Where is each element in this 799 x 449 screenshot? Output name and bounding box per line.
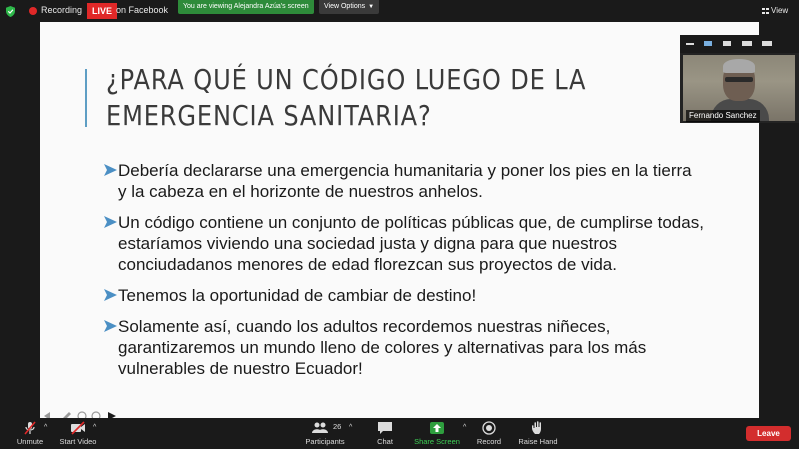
gallery-icon[interactable] (742, 41, 752, 46)
raise-hand-label: Raise Hand (518, 437, 558, 446)
record-button[interactable] (472, 418, 506, 449)
arrow-bullet-icon (104, 164, 117, 176)
top-bar (0, 0, 799, 22)
recording-label: Recording (41, 5, 83, 15)
slide-bullet-list (104, 160, 704, 389)
microphone-muted-icon (22, 421, 38, 435)
single-view-icon[interactable] (704, 41, 712, 46)
viewing-screen-banner: You are viewing Alejandra Azúa's screen (178, 0, 314, 14)
slide-title (106, 62, 588, 134)
participants-label: Participants (305, 437, 345, 446)
minimize-icon[interactable] (686, 43, 694, 45)
film-view-icon[interactable] (723, 41, 731, 46)
grid-icon (762, 8, 769, 14)
start-video-label: Start Video (59, 437, 97, 446)
meeting-toolbar (0, 418, 799, 449)
share-screen-label: Share Screen (414, 437, 460, 446)
bullet-item (104, 285, 704, 306)
raise-hand-icon (530, 421, 546, 435)
view-button-label: View (771, 6, 789, 15)
live-badge[interactable]: LIVE (87, 3, 117, 19)
record-label: Record (476, 437, 502, 446)
view-button[interactable] (762, 6, 788, 15)
chevron-up-icon[interactable]: ^ (44, 424, 48, 431)
unmute-button[interactable] (14, 418, 46, 449)
share-screen-icon (429, 421, 445, 435)
raise-hand-button[interactable] (516, 418, 560, 449)
slide-title-line2: EMERGENCIA SANITARIA? (106, 99, 432, 132)
leave-button[interactable]: Leave (746, 426, 791, 441)
person-glasses (725, 77, 753, 82)
chat-button[interactable] (368, 418, 402, 449)
chevron-up-icon[interactable]: ^ (463, 424, 467, 431)
share-screen-button[interactable] (410, 418, 467, 449)
arrow-bullet-icon (104, 289, 117, 301)
bullet-text: Un código contiene un conjunto de políticas públicas que, de cumplirse todas, estaríamos viviendo una sociedad justa y digna para que nuestros conciudadanos menores de edad florezcan sus proyectos de vida. (118, 213, 704, 274)
view-options-label: View Options (324, 3, 366, 10)
start-video-button[interactable] (56, 418, 100, 449)
shield-icon[interactable] (6, 6, 15, 17)
chevron-down-icon: ▼ (368, 4, 375, 10)
participants-icon (312, 421, 328, 435)
recording-dot-icon (29, 7, 37, 15)
participant-name: Fernando Sanchez (686, 110, 760, 122)
grid-icon[interactable] (762, 41, 772, 46)
participants-button[interactable] (302, 418, 348, 449)
shared-screen-slide (40, 22, 759, 418)
thumbnail-toolbar (680, 35, 799, 53)
chevron-up-icon[interactable]: ^ (93, 424, 97, 431)
bullet-text: Solamente así, cuando los adultos recordemos nuestras niñeces, garantizaremos un mundo lleno de colores y alternativas para los más vulnerables de nuestro Ecuador! (118, 317, 647, 378)
unmute-label: Unmute (16, 437, 44, 446)
bullet-text: Tenemos la oportunidad de cambiar de destino! (118, 286, 477, 305)
title-accent-bar (85, 69, 87, 127)
person-hair (723, 59, 755, 73)
chat-label: Chat (377, 437, 393, 446)
live-destination-label: on Facebook (116, 5, 169, 15)
record-icon (481, 421, 497, 435)
bullet-item (104, 316, 704, 379)
participants-count: 26 (333, 422, 342, 431)
participant-thumbnail[interactable] (680, 35, 799, 123)
arrow-bullet-icon (104, 320, 117, 332)
bullet-item (104, 212, 704, 275)
bullet-text: Debería declararse una emergencia humanitaria y poner los pies en la tierra y la cabeza en el horizonte de nuestros anhelos. (118, 161, 692, 201)
chevron-up-icon[interactable]: ^ (349, 424, 353, 431)
arrow-bullet-icon (104, 216, 117, 228)
slide-title-line1: ¿PARA QUÉ UN CÓDIGO LUEGO DE LA (106, 63, 587, 96)
video-muted-icon (70, 421, 86, 435)
view-options-button[interactable] (319, 0, 379, 14)
chat-icon (377, 421, 393, 435)
bullet-item (104, 160, 704, 202)
